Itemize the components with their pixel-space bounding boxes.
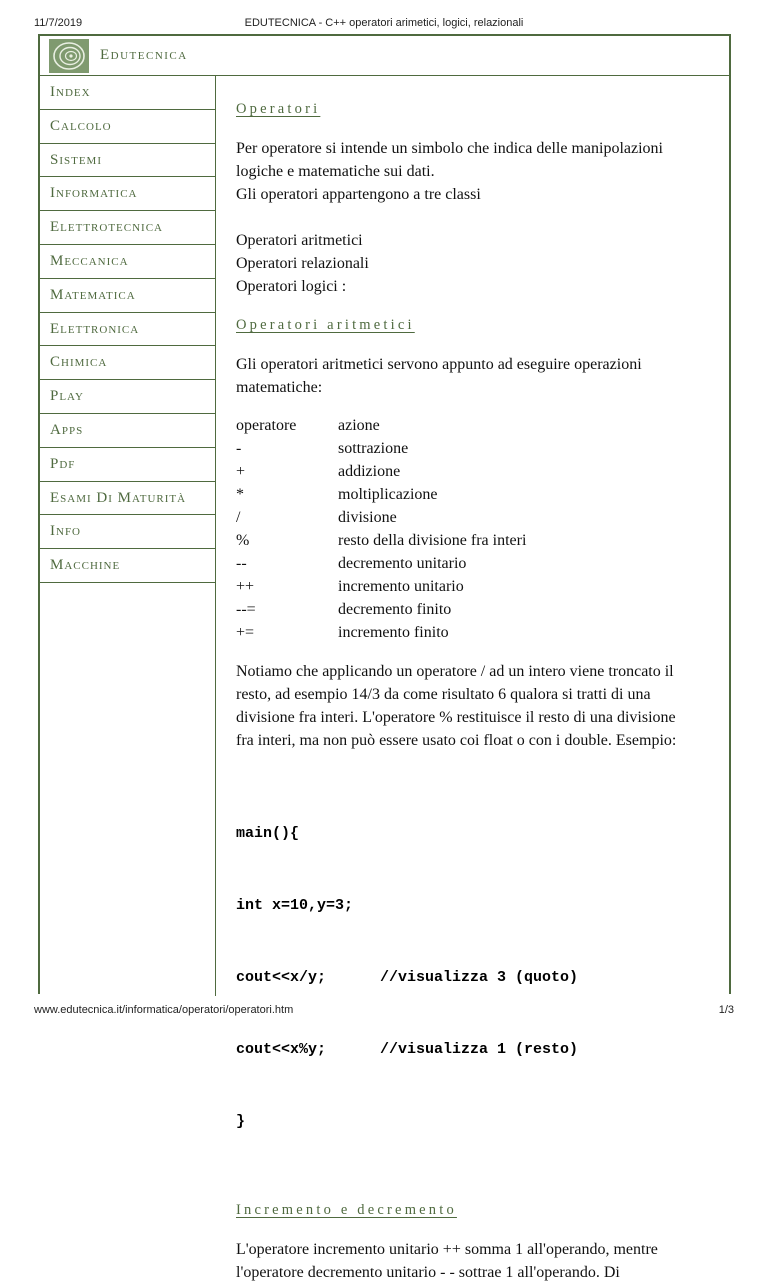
table-row bbox=[236, 483, 526, 506]
table-row bbox=[236, 460, 526, 483]
code-block bbox=[236, 774, 726, 1182]
table-header-cell: azione bbox=[338, 417, 380, 434]
operator-classes-list bbox=[236, 229, 726, 298]
incremento-paragraph bbox=[236, 1238, 726, 1284]
table-cell-operator: * bbox=[236, 486, 244, 503]
table-row bbox=[236, 529, 526, 552]
sidebar-item-index[interactable]: Index bbox=[40, 76, 215, 110]
text-line: logiche e matematiche sui dati. bbox=[236, 163, 435, 180]
section-title-operatori[interactable]: Operatori bbox=[236, 101, 321, 117]
table-cell-operator: - bbox=[236, 440, 242, 457]
print-footer bbox=[0, 994, 768, 1024]
print-title: EDUTECNICA - C++ operatori arimetici, logici, relazionali bbox=[244, 17, 524, 29]
site-header bbox=[40, 36, 729, 76]
table-cell-action: sottrazione bbox=[338, 440, 409, 457]
text-line: Gli operatori appartengono a tre classi bbox=[236, 186, 481, 203]
aritmetici-paragraph bbox=[236, 353, 726, 399]
sidebar-item-play[interactable]: Play bbox=[40, 380, 215, 414]
table-cell-action: addizione bbox=[338, 463, 401, 480]
list-item: Operatori logici : bbox=[236, 278, 347, 295]
section-title-aritmetici[interactable]: Operatori aritmetici bbox=[236, 317, 415, 333]
intro-paragraph bbox=[236, 137, 726, 206]
table-cell-action: resto della divisione fra interi bbox=[338, 532, 527, 549]
print-date: 11/7/2019 bbox=[34, 17, 83, 29]
section-title-incremento[interactable]: Incremento e decremento bbox=[236, 1202, 457, 1218]
text-line: L'operatore incremento unitario ++ somma 1 all'operando, mentre bbox=[236, 1241, 658, 1258]
table-row bbox=[236, 506, 526, 529]
sidebar-item-apps[interactable]: Apps bbox=[40, 414, 215, 448]
sidebar-item-elettronica[interactable]: Elettronica bbox=[40, 313, 215, 347]
table-cell-operator: + bbox=[236, 463, 246, 480]
sidebar-item-sistemi[interactable]: Sistemi bbox=[40, 144, 215, 178]
list-item: Operatori relazionali bbox=[236, 255, 369, 272]
table-cell-operator: ++ bbox=[236, 578, 255, 595]
table-cell-action: decremento finito bbox=[338, 601, 452, 618]
table-cell-operator: += bbox=[236, 624, 255, 641]
text-line: Gli operatori aritmetici servono appunto ad eseguire operazioni bbox=[236, 356, 642, 373]
text-line: Per operatore si intende un simbolo che indica delle manipolazioni bbox=[236, 140, 663, 157]
table-row bbox=[236, 575, 526, 598]
print-header bbox=[0, 0, 768, 34]
code-line: cout<<x%y; //visualizza 1 (resto) bbox=[236, 1041, 579, 1058]
table-cell-operator: -- bbox=[236, 555, 247, 572]
code-line: int x=10,y=3; bbox=[236, 897, 354, 914]
table-cell-operator: / bbox=[236, 509, 241, 526]
sidebar-item-pdf[interactable]: Pdf bbox=[40, 448, 215, 482]
table-header-cell: operatore bbox=[236, 417, 297, 434]
text-line: matematiche: bbox=[236, 379, 323, 396]
table-cell-action: incremento unitario bbox=[338, 578, 464, 595]
sidebar-item-informatica[interactable]: Informatica bbox=[40, 177, 215, 211]
table-header-row bbox=[236, 414, 526, 437]
sidebar-item-meccanica[interactable]: Meccanica bbox=[40, 245, 215, 279]
table-cell-action: decremento unitario bbox=[338, 555, 467, 572]
list-item: Operatori aritmetici bbox=[236, 232, 363, 249]
table-cell-operator: --= bbox=[236, 601, 256, 618]
code-line: main(){ bbox=[236, 825, 300, 842]
table-row bbox=[236, 598, 526, 621]
text-line: Notiamo che applicando un operatore / ad un intero viene troncato il bbox=[236, 663, 674, 680]
sidebar-item-info[interactable]: Info bbox=[40, 515, 215, 549]
code-line: } bbox=[236, 1113, 246, 1130]
site-name[interactable]: Edutecnica bbox=[100, 47, 188, 63]
table-cell-action: moltiplicazione bbox=[338, 486, 438, 503]
sidebar-item-macchine[interactable]: Macchine bbox=[40, 549, 215, 583]
sidebar-item-esami-di-maturita[interactable]: Esami Di Maturità bbox=[40, 482, 215, 516]
text-line: divisione fra interi. L'operatore % restituisce il resto di una divisione bbox=[236, 709, 676, 726]
sidebar-item-chimica[interactable]: Chimica bbox=[40, 346, 215, 380]
sidebar-item-calcolo[interactable]: Calcolo bbox=[40, 110, 215, 144]
table-row bbox=[236, 552, 526, 575]
main-content bbox=[236, 76, 726, 1284]
text-line: fra interi, ma non può essere usato coi float o con i double. Esempio: bbox=[236, 732, 677, 749]
page-number: 1/3 bbox=[718, 1004, 734, 1016]
text-line: l'operatore decremento unitario - - sottrae 1 all'operando. Di bbox=[236, 1264, 620, 1281]
text-line: resto, ad esempio 14/3 da come risultato 6 qualora si tratti di una bbox=[236, 686, 651, 703]
note-paragraph bbox=[236, 660, 726, 752]
print-url[interactable]: www.edutecnica.it/informatica/operatori/operatori.htm bbox=[34, 1004, 294, 1016]
table-cell-action: divisione bbox=[338, 509, 397, 526]
table-cell-action: incremento finito bbox=[338, 624, 449, 641]
table-row bbox=[236, 621, 526, 644]
operators-table bbox=[236, 414, 526, 644]
sidebar-nav bbox=[40, 76, 216, 996]
table-cell-operator: % bbox=[236, 532, 250, 549]
sidebar-item-elettrotecnica[interactable]: Elettrotecnica bbox=[40, 211, 215, 245]
sidebar-item-matematica[interactable]: Matematica bbox=[40, 279, 215, 313]
spiral-logo-icon[interactable] bbox=[49, 39, 89, 73]
table-row bbox=[236, 437, 526, 460]
code-line: cout<<x/y; //visualizza 3 (quoto) bbox=[236, 969, 579, 986]
